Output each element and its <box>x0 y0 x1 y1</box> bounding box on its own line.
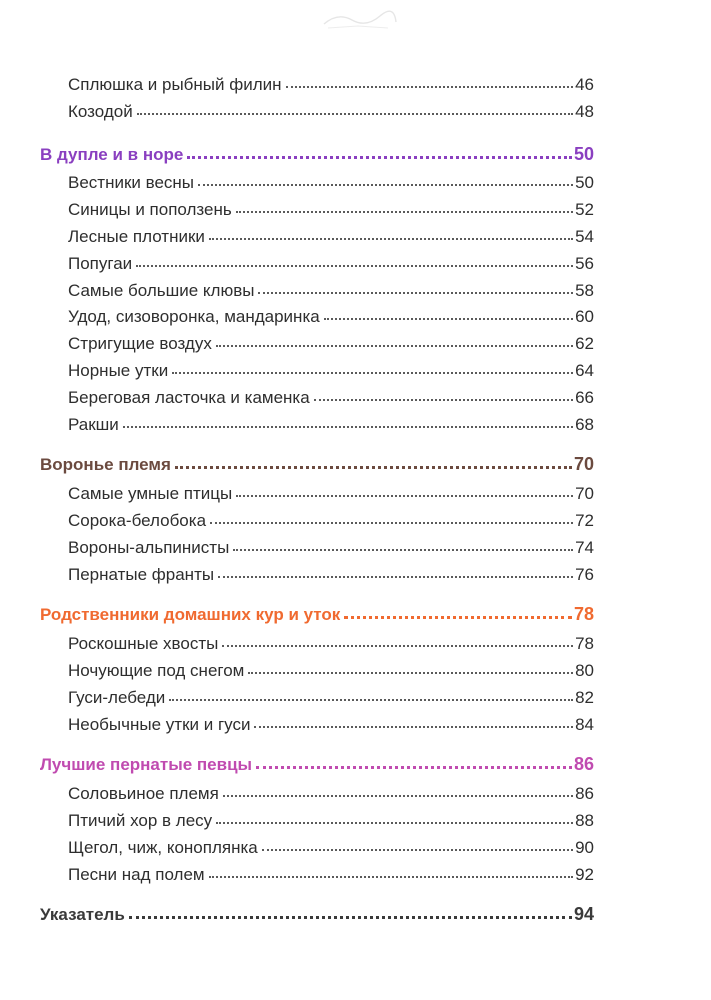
toc-entry[interactable] <box>68 252 594 274</box>
entry-title: Норные утки <box>68 361 169 380</box>
dot-leader <box>216 332 573 349</box>
dot-leader <box>233 536 573 553</box>
toc-entry[interactable] <box>68 686 594 708</box>
entry-title: Вороны-альпинисты <box>68 537 230 557</box>
dot-leader <box>236 482 573 499</box>
dot-leader <box>218 563 573 580</box>
entry-title: Песни над полем <box>68 864 205 884</box>
toc-entry[interactable] <box>68 73 594 95</box>
dot-leader <box>262 836 573 853</box>
page-number: 54 <box>575 227 594 246</box>
entry-title: Вестники весны <box>68 173 195 193</box>
toc-entry[interactable] <box>68 659 594 681</box>
page-number: 62 <box>575 334 594 354</box>
page-number: 64 <box>575 361 594 380</box>
page-number: 70 <box>575 484 594 504</box>
toc-entry[interactable] <box>68 279 594 301</box>
scan-smudge-decoration <box>318 6 398 32</box>
entry-title: Необычные утки и гуси <box>68 714 251 734</box>
dot-leader <box>324 305 573 322</box>
page-number: 80 <box>575 661 594 680</box>
entry-title: Самые большие клювы <box>68 280 255 300</box>
page-number: 86 <box>575 784 594 804</box>
toc-entry[interactable] <box>68 632 594 654</box>
toc-entry[interactable] <box>68 509 594 531</box>
page-number: 92 <box>575 864 594 884</box>
toc-section-heading[interactable] <box>40 603 594 625</box>
section-title: Указатель <box>40 905 125 925</box>
section-title: Лучшие пернатые певцы <box>40 755 253 775</box>
entry-title: Роскошные хвосты <box>68 634 219 654</box>
page-number: 86 <box>573 754 594 775</box>
page-number: 70 <box>573 454 594 475</box>
dot-leader <box>209 225 573 242</box>
dot-leader <box>129 903 572 920</box>
toc-entry[interactable] <box>68 100 594 122</box>
toc-entry[interactable] <box>68 171 594 193</box>
dot-leader <box>222 632 573 649</box>
entry-title: Самые умные птицы <box>68 484 233 504</box>
toc-entry[interactable] <box>68 225 594 247</box>
toc-entry[interactable] <box>68 782 594 804</box>
dot-leader <box>286 73 574 90</box>
toc-entry[interactable] <box>68 809 594 831</box>
page-number: 78 <box>575 634 594 654</box>
entry-title: Щегол, чиж, коноплянка <box>68 837 258 857</box>
dot-leader <box>248 659 573 676</box>
entry-title: Удод, сизоворонка, мандаринка <box>68 307 320 327</box>
toc-entry[interactable] <box>68 386 594 408</box>
section-title: В дупле и в норе <box>40 144 184 164</box>
page-number: 94 <box>573 904 594 925</box>
entry-title: Стригущие воздух <box>68 334 212 354</box>
dot-leader <box>256 753 572 770</box>
toc-entry[interactable] <box>68 413 594 435</box>
page-number: 52 <box>575 200 594 220</box>
toc-section-heading[interactable] <box>40 453 594 475</box>
page-number: 50 <box>575 173 594 193</box>
dot-leader <box>198 171 573 188</box>
toc-entry[interactable] <box>68 536 594 558</box>
page-number: 58 <box>575 280 594 300</box>
entry-title: Береговая ласточка и каменка <box>68 387 310 407</box>
toc-entry[interactable] <box>68 563 594 585</box>
page-number: 90 <box>575 837 594 857</box>
page-number: 82 <box>575 687 594 707</box>
dot-leader <box>137 100 573 117</box>
page-number: 60 <box>575 307 594 327</box>
dot-leader <box>175 453 572 470</box>
entry-title: Птичий хор в лесу <box>68 811 213 830</box>
entry-title: Гуси-лебеди <box>68 687 166 707</box>
entry-title: Пернатые франты <box>68 564 215 584</box>
page-number: 74 <box>575 537 594 557</box>
dot-leader <box>123 413 573 430</box>
dot-leader <box>210 509 573 526</box>
toc-section-heading[interactable] <box>40 143 594 165</box>
dot-leader <box>209 863 573 880</box>
page-number: 66 <box>575 387 594 407</box>
section-title: Родственники домашних кур и уток <box>40 605 341 625</box>
page-number: 68 <box>575 414 594 434</box>
dot-leader <box>344 603 572 620</box>
page-number: 72 <box>575 511 594 530</box>
toc-entry[interactable] <box>68 863 594 885</box>
entry-title: Попугаи <box>68 253 133 273</box>
dot-leader <box>169 686 573 703</box>
toc-entry[interactable] <box>68 198 594 220</box>
dot-leader <box>254 713 573 730</box>
page-number: 84 <box>575 714 594 734</box>
entry-title: Лесные плотники <box>68 227 205 246</box>
entry-title: Сорока-белобока <box>68 511 207 530</box>
entry-title: Сплюшка и рыбный филин <box>68 75 282 94</box>
page-number: 56 <box>575 253 594 273</box>
entry-title: Ночующие под снегом <box>68 661 245 680</box>
dot-leader <box>236 198 573 215</box>
page-number: 78 <box>573 604 594 625</box>
entry-title: Синицы и поползень <box>68 200 232 220</box>
page-number: 48 <box>575 101 594 121</box>
entry-title: Ракши <box>68 414 119 434</box>
section-title: Воронье племя <box>40 455 171 475</box>
toc-section-heading[interactable] <box>40 903 594 925</box>
dot-leader <box>187 143 572 160</box>
dot-leader <box>136 252 573 269</box>
toc-entry[interactable] <box>68 836 594 858</box>
entry-title: Козодой <box>68 101 133 121</box>
page-number: 46 <box>575 75 594 94</box>
dot-leader <box>172 359 573 376</box>
dot-leader <box>216 809 573 826</box>
dot-leader <box>314 386 573 403</box>
toc-entry[interactable] <box>68 482 594 504</box>
page-number: 88 <box>575 811 594 830</box>
entry-title: Соловьиное племя <box>68 784 219 804</box>
dot-leader <box>223 782 573 799</box>
dot-leader <box>258 279 573 296</box>
toc-entry[interactable] <box>68 332 594 354</box>
page-number: 76 <box>575 564 594 584</box>
page-number: 50 <box>573 143 594 164</box>
toc-entry[interactable] <box>68 359 594 381</box>
toc-section-heading[interactable] <box>40 753 594 775</box>
toc-entry[interactable] <box>68 305 594 327</box>
toc-entry[interactable] <box>68 713 594 735</box>
